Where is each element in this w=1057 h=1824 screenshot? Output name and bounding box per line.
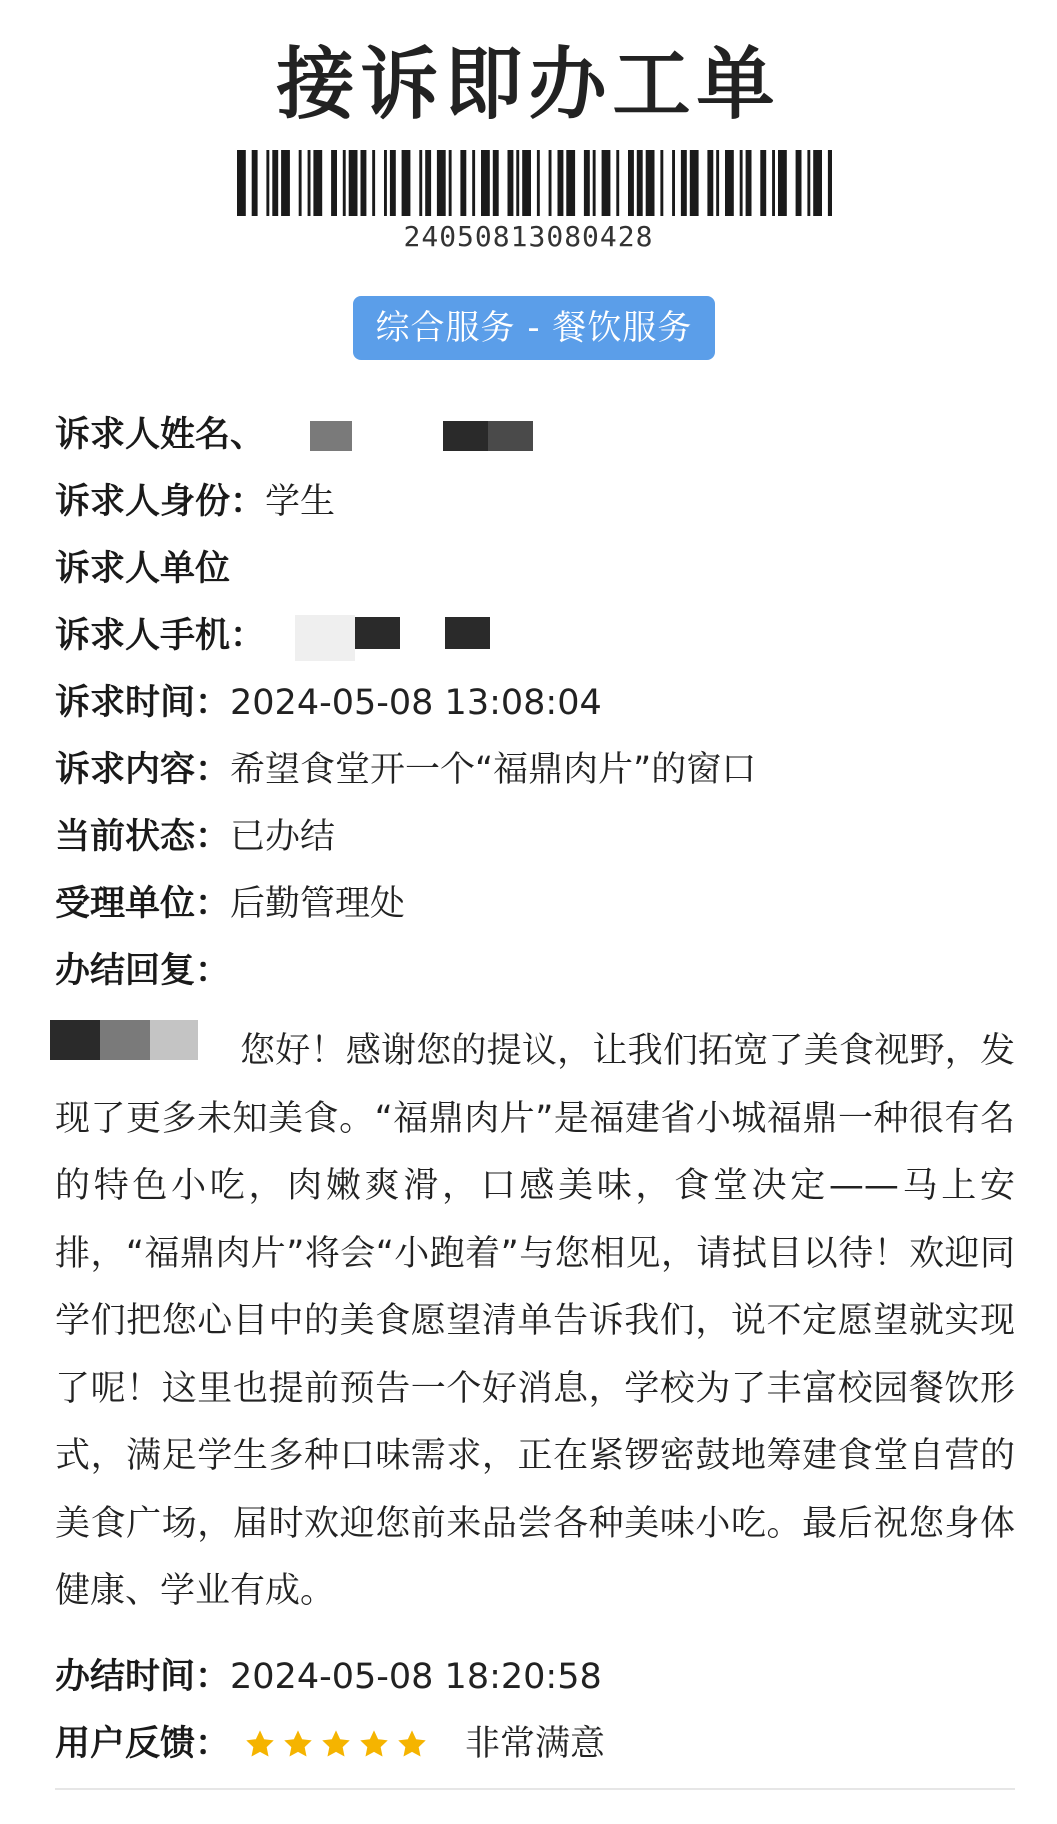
field-value-finish-time: 2024-05-08 18:20:58 <box>230 1657 602 1697</box>
reply-text: 您好！感谢您的提议，让我们拓宽了美食视野，发现了更多未知美食。“福鼎肉片”是福建省小城福鼎一种很有名的特色小吃，肉嫩爽滑，口感美味，食堂决定——马上安排，“福鼎肉片”将会“小跑着”与您相见，请拭目以待！欢迎同学们把您心目中的美食愿望清单告诉我们，说不定愿望就实现了呢！这里也提前预告一个好消息，学校为了丰富校园餐饮形式，满足学生多种口味需求，正在紧锣密鼓地筹建食堂自营的美食广场，届时欢迎您前来品尝各种美味小吃。最后祝您身体健康、学业有成。 <box>55 1031 1015 1611</box>
barcode-bar <box>772 150 775 216</box>
redaction-block <box>488 421 533 451</box>
field-value-handler: 后勤管理处 <box>230 884 406 924</box>
redaction-block <box>355 617 400 649</box>
barcode-bar <box>602 150 611 216</box>
barcode-bar <box>237 150 246 216</box>
barcode <box>237 150 832 216</box>
redaction-block <box>443 421 488 451</box>
barcode-bar <box>493 150 499 216</box>
redaction-block <box>310 421 352 451</box>
barcode-bar <box>425 150 431 216</box>
barcode-bar <box>616 150 619 216</box>
barcode-bar <box>522 150 531 216</box>
barcode-bar <box>516 150 519 216</box>
field-row-name <box>55 410 1015 460</box>
barcode-bar <box>760 150 766 216</box>
barcode-bar <box>549 150 552 216</box>
field-label-handler: 受理单位： <box>55 884 231 924</box>
barcode-bar <box>796 150 802 216</box>
category-badge: 综合服务 - 餐饮服务 <box>353 296 715 360</box>
field-row-finish-time <box>55 1652 602 1702</box>
field-label-phone: 诉求人手机： <box>55 616 266 656</box>
barcode-bar <box>472 150 475 216</box>
barcode-bar <box>681 150 687 216</box>
barcode-bar <box>437 150 446 216</box>
field-label-finish-time: 办结时间： <box>55 1657 231 1697</box>
barcode-bar <box>716 150 719 216</box>
field-value-content: 希望食堂开一个“福鼎肉片”的窗口 <box>230 750 757 790</box>
star-icon <box>320 1728 352 1760</box>
field-label-name: 诉求人姓名、 <box>55 415 266 455</box>
barcode-bar <box>778 150 787 216</box>
barcode-bar <box>266 150 269 216</box>
barcode-bar <box>508 150 514 216</box>
field-label-status: 当前状态： <box>55 817 231 857</box>
star-icon <box>244 1728 276 1760</box>
barcode-bar <box>372 150 375 216</box>
barcode-bar <box>690 150 699 216</box>
field-label-content: 诉求内容： <box>55 750 231 790</box>
field-row-content <box>55 745 756 795</box>
divider <box>55 1788 1015 1790</box>
field-row-reply <box>55 946 230 996</box>
field-value-time: 2024-05-08 13:08:04 <box>230 683 602 723</box>
barcode-bar <box>402 150 411 216</box>
barcode-bar <box>349 150 358 216</box>
barcode-bar <box>746 150 752 216</box>
barcode-bar <box>566 150 575 216</box>
barcode-bar <box>384 150 387 216</box>
barcode-bar <box>308 150 311 216</box>
barcode-bar <box>419 150 422 216</box>
barcode-bar <box>807 150 810 216</box>
barcode-bar <box>361 150 367 216</box>
star-icon <box>282 1728 314 1760</box>
star-rating <box>244 1719 428 1769</box>
barcode-bar <box>449 150 452 216</box>
barcode-bar <box>390 150 396 216</box>
field-label-identity: 诉求人身份： <box>55 482 266 522</box>
barcode-bar <box>637 150 643 216</box>
barcode-bar <box>584 150 590 216</box>
field-row-time <box>55 678 602 728</box>
field-label-unit: 诉求人单位 <box>55 549 231 589</box>
star-icon <box>396 1728 428 1760</box>
field-row-identity <box>55 477 335 527</box>
field-value-feedback: 非常满意 <box>465 1724 606 1764</box>
barcode-bar <box>281 150 290 216</box>
redaction-block <box>445 617 490 649</box>
barcode-bar <box>740 150 743 216</box>
field-row-feedback <box>55 1719 1015 1769</box>
barcode-bar <box>558 150 564 216</box>
barcode-bar <box>252 150 258 216</box>
redaction-block <box>295 615 355 661</box>
barcode-bar <box>299 150 302 216</box>
field-row-unit <box>55 544 1015 594</box>
form-title: 接诉即办工单 <box>276 40 781 130</box>
field-value-identity: 学生 <box>265 482 336 522</box>
barcode-bar <box>628 150 634 216</box>
barcode-bar <box>313 150 322 216</box>
barcode-bar <box>460 150 466 216</box>
barcode-bar <box>725 150 734 216</box>
barcode-bar <box>660 150 663 216</box>
field-value-status: 已办结 <box>230 817 336 857</box>
star-icon <box>358 1728 390 1760</box>
barcode-bar <box>481 150 490 216</box>
field-row-status <box>55 812 335 862</box>
barcode-bar <box>537 150 540 216</box>
barcode-bar <box>593 150 596 216</box>
field-label-reply: 办结回复： <box>55 951 231 991</box>
field-label-time: 诉求时间： <box>55 683 231 723</box>
barcode-bar <box>813 150 822 216</box>
barcode-bar <box>272 150 278 216</box>
field-row-phone <box>55 611 1015 661</box>
barcode-bar <box>828 150 832 216</box>
barcode-bar <box>672 150 675 216</box>
field-label-feedback: 用户反馈： <box>55 1724 231 1764</box>
barcode-number: 24050813080428 <box>403 220 654 253</box>
barcode-bar <box>646 150 655 216</box>
redaction-block <box>233 548 573 592</box>
field-row-handler <box>55 879 405 929</box>
barcode-bar <box>331 150 337 216</box>
barcode-bar <box>707 150 713 216</box>
barcode-bar <box>343 150 346 216</box>
